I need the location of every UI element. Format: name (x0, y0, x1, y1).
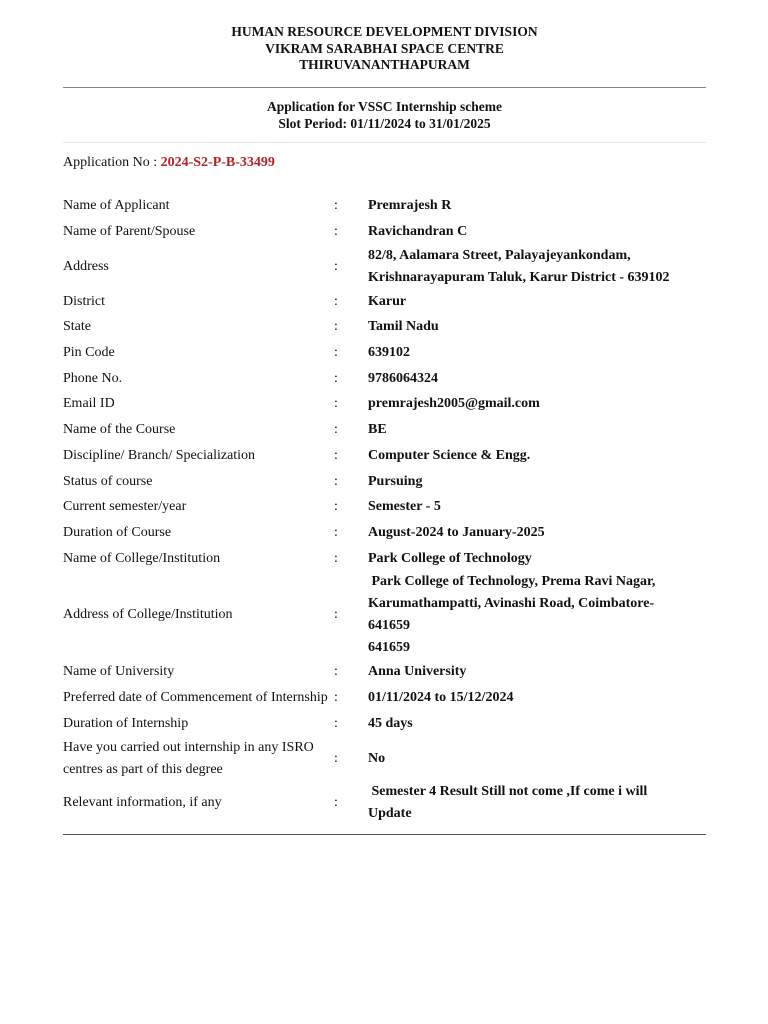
field-value-line: 01/11/2024 to 15/12/2024 (368, 689, 514, 705)
field-separator: : (334, 198, 338, 214)
details-table (63, 194, 706, 825)
field-label: Name of Applicant (63, 198, 170, 214)
field-separator: : (334, 422, 338, 438)
field-value-line: BE (368, 422, 387, 438)
document-title: Application for VSSC Internship scheme (266, 98, 503, 114)
detail-row (63, 245, 706, 289)
field-separator: : (334, 224, 338, 240)
field-label: Have you carried out internship in any ISRO centres as part of this degree (63, 739, 314, 777)
detail-row (63, 711, 706, 737)
field-label: District (63, 293, 105, 309)
field-value-line: Ravichandran C (368, 224, 468, 240)
detail-row (63, 546, 706, 572)
field-value-line: 9786064324 (368, 370, 438, 386)
field-value-line: Premrajesh R (368, 198, 452, 214)
field-separator: : (334, 524, 338, 540)
application-document (63, 0, 706, 835)
field-label: Discipline/ Branch/ Specialization (63, 447, 256, 463)
application-number: 2024-S2-P-B-33499 (160, 154, 275, 170)
field-value (368, 443, 706, 469)
field-value (368, 340, 706, 366)
field-value-line: Park College of Technology (368, 550, 532, 566)
detail-row (63, 494, 706, 520)
field-value (368, 737, 706, 781)
field-separator: : (334, 293, 338, 309)
field-value (368, 571, 706, 659)
field-value (368, 315, 706, 341)
detail-row (63, 366, 706, 392)
field-separator: : (334, 447, 338, 463)
field-value-line: No (368, 750, 386, 766)
subheader-divider (63, 142, 706, 143)
detail-row (63, 194, 706, 220)
field-label: Duration of Internship (63, 715, 189, 731)
field-label: Duration of Course (63, 524, 172, 540)
field-value (368, 711, 706, 737)
field-value-line: 641659 (368, 640, 410, 656)
detail-row (63, 392, 706, 418)
field-label: Name of College/Institution (63, 550, 221, 566)
detail-row (63, 289, 706, 315)
field-value-line: Anna University (368, 664, 467, 680)
application-number-label: Application No : (63, 154, 161, 170)
field-value-line: Karur (368, 293, 407, 309)
detail-row (63, 417, 706, 443)
field-separator: : (334, 664, 338, 680)
detail-row (63, 443, 706, 469)
field-separator: : (334, 750, 338, 766)
field-value-line: 45 days (368, 715, 413, 731)
detail-row (63, 219, 706, 245)
field-value (368, 469, 706, 495)
field-label: Current semester/year (63, 499, 187, 515)
detail-row (63, 781, 706, 825)
field-label: Preferred date of Commencement of Internship (63, 689, 328, 705)
field-separator: : (334, 473, 338, 489)
field-separator: : (334, 499, 338, 515)
detail-row (63, 571, 706, 659)
slot-period: Slot Period: 01/11/2024 to 31/01/2025 (278, 115, 491, 131)
field-label: Status of course (63, 473, 153, 489)
document-subheader (63, 98, 706, 132)
field-separator: : (334, 370, 338, 386)
detail-row (63, 659, 706, 685)
detail-row (63, 340, 706, 366)
field-label: State (63, 319, 91, 335)
field-label: Name of Parent/Spouse (63, 224, 196, 240)
field-value-line: Park College of Technology, Prema Ravi Nagar, (368, 574, 656, 590)
field-value-line: Karumathampatti, Avinashi Road, Coimbatore- (368, 596, 655, 612)
field-value (368, 245, 706, 289)
field-value (368, 392, 706, 418)
header-divider (63, 87, 706, 88)
header-division: HUMAN RESOURCE DEVELOPMENT DIVISION (231, 24, 538, 39)
field-separator: : (334, 715, 338, 731)
field-value (368, 520, 706, 546)
field-value (368, 417, 706, 443)
bottom-divider (63, 834, 706, 835)
document-header (63, 24, 706, 74)
field-value (368, 781, 706, 825)
field-value (368, 289, 706, 315)
field-label: Name of University (63, 664, 175, 680)
field-value (368, 366, 706, 392)
field-value-line: Krishnarayapuram Taluk, Karur District - 639102 (368, 269, 670, 285)
field-separator: : (334, 550, 338, 566)
field-label: Address of College/Institution (63, 607, 233, 623)
field-value (368, 219, 706, 245)
field-label: Name of the Course (63, 422, 176, 438)
detail-row (63, 315, 706, 341)
field-value-line: Pursuing (368, 473, 423, 489)
field-value-line: Tamil Nadu (368, 319, 439, 335)
field-separator: : (334, 607, 338, 623)
field-value (368, 685, 706, 711)
field-value-line: 641659 (368, 618, 410, 634)
field-value-line: 639102 (368, 345, 410, 361)
field-value (368, 494, 706, 520)
header-city: THIRUVANANTHAPURAM (299, 57, 470, 72)
field-value-line: Semester 4 Result Still not come ,If come i will (368, 783, 648, 799)
field-separator: : (334, 396, 338, 412)
field-value-line: 82/8, Aalamara Street, Palayajeyankondam, (368, 247, 631, 263)
field-value (368, 546, 706, 572)
detail-row (63, 737, 706, 781)
field-value-line: Semester - 5 (368, 499, 441, 515)
detail-row (63, 469, 706, 495)
field-label: Pin Code (63, 345, 115, 361)
header-centre: VIKRAM SARABHAI SPACE CENTRE (265, 40, 504, 56)
detail-row (63, 685, 706, 711)
application-number-line (63, 154, 706, 172)
field-value-line: premrajesh2005@gmail.com (368, 396, 540, 412)
field-separator: : (334, 794, 338, 810)
field-value (368, 659, 706, 685)
field-label: Address (63, 258, 109, 274)
field-separator: : (334, 258, 338, 274)
field-label: Relevant information, if any (63, 794, 222, 810)
field-value-line: August-2024 to January-2025 (368, 524, 545, 540)
field-value-line: Computer Science & Engg. (368, 447, 531, 463)
field-separator: : (334, 345, 338, 361)
field-separator: : (334, 319, 338, 335)
field-label: Phone No. (63, 370, 123, 386)
field-separator: : (334, 689, 338, 705)
field-value-line: Update (368, 805, 412, 821)
field-value (368, 194, 706, 220)
field-label: Email ID (63, 396, 115, 412)
detail-row (63, 520, 706, 546)
